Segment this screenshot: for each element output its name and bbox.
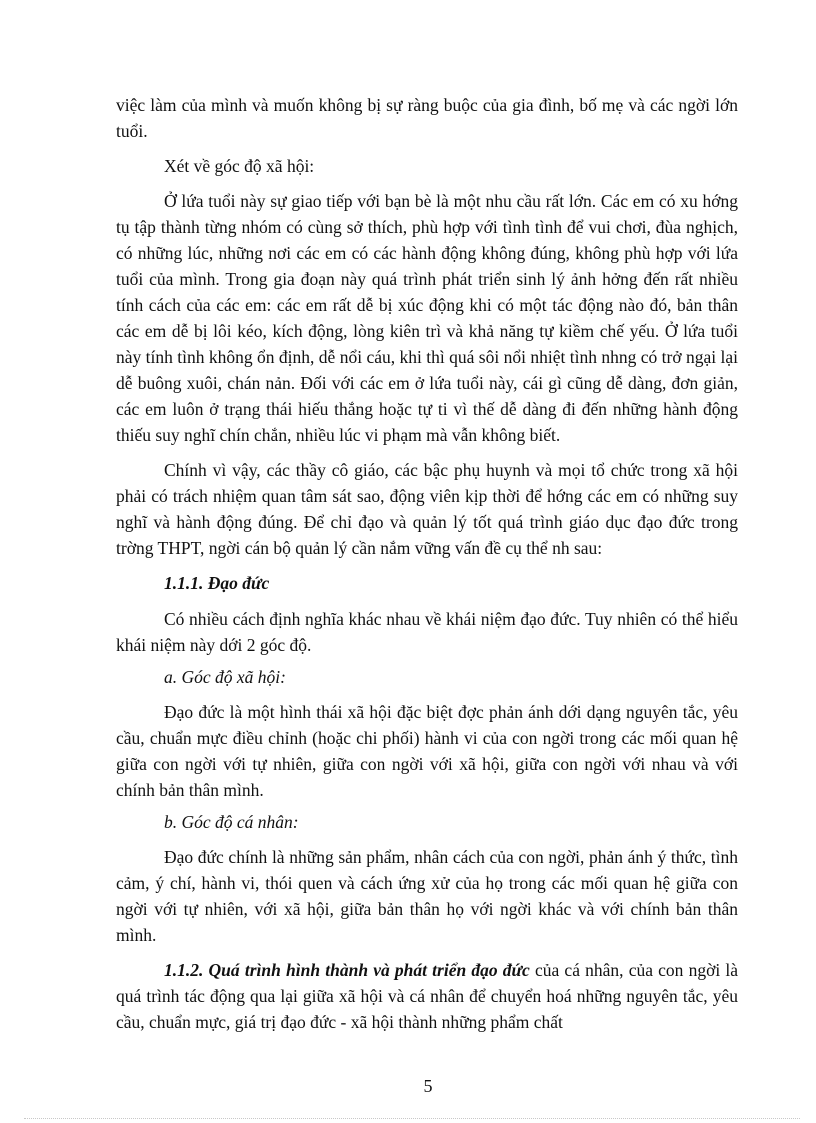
paragraph-formation-process xyxy=(116,957,738,1035)
paragraph-peer-communication: Ở lứa tuổi này sự giao tiếp với bạn bè là một nhu cầu rất lớn. Các em có xu hớng tụ tập thành từng nhóm có cùng sở thích, phù hợp với tình tình để vui chơi, đùa nghịch, có những lúc, những nơi các em có các hành động không đúng, không phù hợp với lứa tuổi của mình. Trong gia đoạn này quá trình phát triển sinh lý ảnh hởng đến rất nhiều tính cách của các em: các em rất dễ bị xúc động khi có một tác động nào đó, bản thân các em dễ bị lôi kéo, kích động, lòng kiên trì và khả năng tự kiềm chế yếu. Ở lứa tuổi này tính tình không ổn định, dễ nổi cáu, khi thì quá sôi nổi nhiệt tình nhng có trở ngại lại dễ buông xuôi, chán nản. Đối với các em ở lứa tuổi này, cái gì cũng dễ dàng, đơn giản, các em luôn ở trạng thái hiếu thắng hoặc tự ti vì thế dễ dàng đi đến những hành động thiếu suy nghĩ chín chắn, nhiều lúc vi phạm mà vẫn không biết. xyxy=(116,191,738,445)
section-heading-formation: 1.1.2. Quá trình hình thành và phát triển đạo đức xyxy=(164,960,530,980)
footer-divider xyxy=(24,1118,800,1119)
formation-text: của cá nhân, của con ngời là quá trình tác động qua lại giữa xã hội và cá nhân để chuyển hoá những nguyên tắc, yêu cầu, chuẩn mực, giá trị đạo đức - xã hội thành những phẩm chất xyxy=(116,960,738,1032)
paragraph-continuation: việc làm của mình và muốn không bị sự ràng buộc của gia đình, bố mẹ và các ngời lớn tuổi. xyxy=(116,95,738,141)
paragraph-social-perspective-intro: Xét về góc độ xã hội: xyxy=(164,156,315,176)
subheading-individual-perspective: b. Góc độ cá nhân: xyxy=(164,812,299,832)
paragraph-social-definition: Đạo đức là một hình thái xã hội đặc biệt đợc phản ánh dới dạng nguyên tắc, yêu cầu, chuẩn mực điều chỉnh (hoặc chi phối) hành vi của con ngời trong các mối quan hệ giữa con ngời với tự nhiên, giữa con ngời với xã hội, giữa con ngời với nhau và với chính bản thân mình. xyxy=(116,702,738,800)
subheading-social-perspective: a. Góc độ xã hội: xyxy=(164,667,286,687)
paragraph-responsibility: Chính vì vậy, các thầy cô giáo, các bậc phụ huynh và mọi tổ chức trong xã hội phải có trách nhiệm quan tâm sát sao, động viên kịp thời để hớng các em có những suy nghĩ và hành động đúng. Để chỉ đạo và quản lý tốt quá trình giáo dục đạo đức trong trờng THPT, ngời cán bộ quản lý cần nắm vững vấn đề cụ thể nh sau: xyxy=(116,460,738,558)
page-body xyxy=(116,92,738,1035)
paragraph-definition: Có nhiều cách định nghĩa khác nhau về khái niệm đạo đức. Tuy nhiên có thể hiểu khái niệm này dới 2 góc độ. xyxy=(116,609,738,655)
paragraph-individual-definition: Đạo đức chính là những sản phẩm, nhân cách của con ngời, phản ánh ý thức, tình cảm, ý chí, hành vi, thói quen và cách ứng xử của họ trong các mối quan hệ giữa con ngời với tự nhiên, với xã hội, giữa bản thân họ với ngời khác và với chính bản thân mình. xyxy=(116,847,738,945)
section-heading-ethics: 1.1.1. Đạo đức xyxy=(164,573,270,593)
page-number: 5 xyxy=(423,1076,433,1096)
